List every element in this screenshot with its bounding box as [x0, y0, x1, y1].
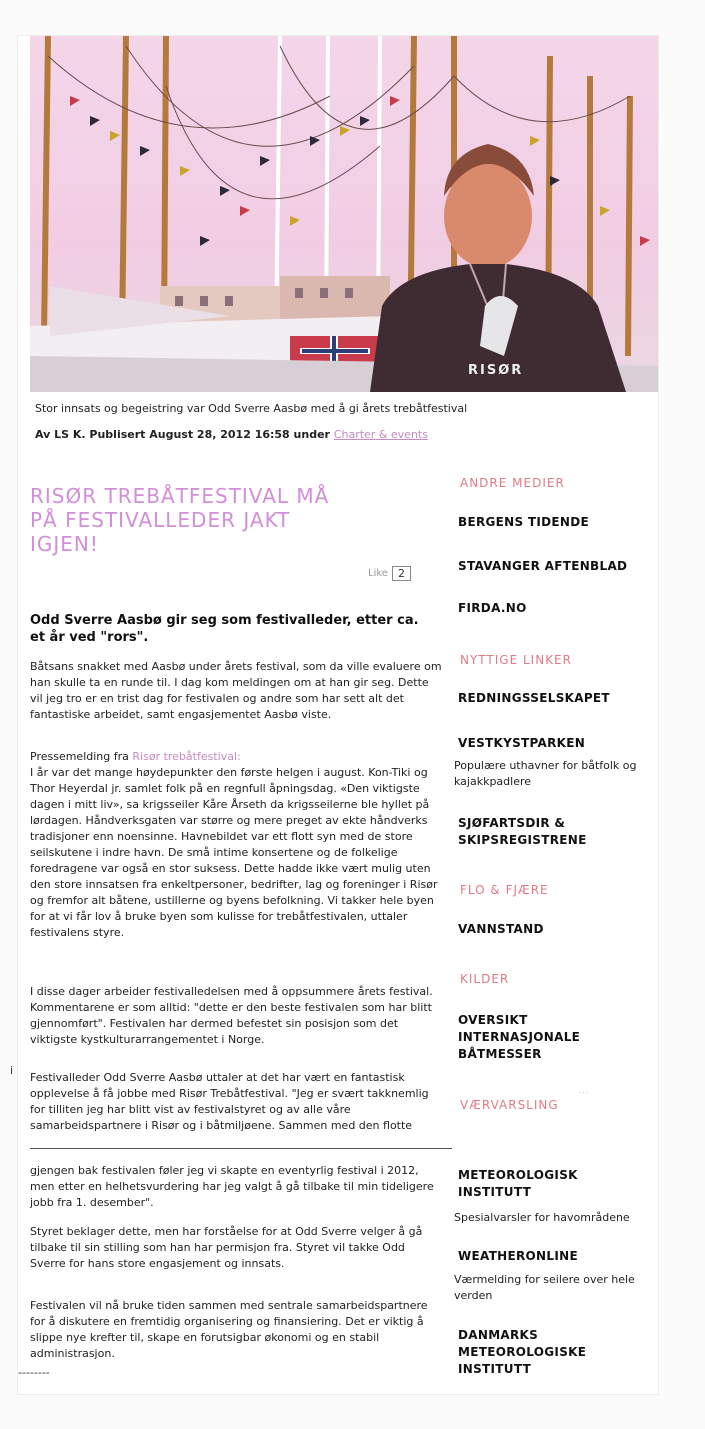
byline [35, 428, 428, 441]
article-paragraph [30, 984, 442, 1048]
end-dashes: -------- [18, 1366, 50, 1379]
paragraph-6: Styret beklager dette, men har forståelse for at Odd Sverre velger å gå tilbake til sin stilling som han har permisjon fra. Styret vil takke Odd Sverre for hans store engasjement og innsats. [30, 1225, 423, 1270]
category-link[interactable]: Charter & events [333, 428, 428, 441]
article-paragraph [30, 1224, 442, 1272]
sidebar-link-meteorologisk-institutt[interactable]: METEOROLOGISK INSTITUTT [458, 1168, 578, 1199]
sidebar-link-bergens-tidende[interactable]: BERGENS TIDENDE [458, 515, 590, 529]
byline-text: Av LS K. Publisert August 28, 2012 16:58 under [35, 428, 330, 441]
article-lead: Odd Sverre Aasbø gir seg som festivalleder, etter ca. et år ved "rors". [30, 613, 419, 645]
sidebar-link-dmi[interactable]: DANMARKS METEOROLOGISKE INSTITUTT [458, 1328, 587, 1376]
festival-link[interactable]: Risør trebåtfestival: [132, 750, 241, 763]
sidebar-heading-andre-medier: ANDRE MEDIER [460, 476, 565, 490]
meteorologisk-description: Spesialvarsler for havområdene [454, 1211, 630, 1224]
article-paragraph [30, 1070, 442, 1134]
margin-mark: i [10, 1064, 14, 1077]
article-headline: RISØR TREBÅTFESTIVAL MÅ PÅ FESTIVALLEDER JAKT IGJEN! [30, 484, 330, 556]
paragraph-7: Festivalen vil nå bruke tiden sammen med sentrale samarbeidspartnere for å diskutere en fremtidig organisering og finansiering. Det er viktig å slippe nye krefter til, skape en forutsigbar økonomi og en stabil administrasjon. [30, 1299, 428, 1360]
festival-photo-illustration [30, 36, 658, 392]
sidebar-link-firda[interactable]: FIRDA.NO [458, 601, 527, 615]
sidebar-link-sjofartsdir[interactable]: SJØFARTSDIR & SKIPSREGISTRENE [458, 816, 587, 847]
bleed-through-text: ⋯ [578, 1086, 589, 1099]
press-line [30, 749, 442, 765]
press-prefix: Pressemelding fra [30, 750, 129, 763]
paragraph-3: I disse dager arbeider festivalledelsen med å oppsummere årets festival. Kommentarene er som alltid: "dette er den beste festivalen som har blitt gjennomført". Festivalen har dermed befestet sin posisjon som det viktigste kystkulturarrangementet i Norge. [30, 985, 433, 1046]
sidebar-link-stavanger-aftenblad[interactable]: STAVANGER AFTENBLAD [458, 559, 628, 573]
paragraph-2: I år var det mange høydepunkter den første helgen i august. Kon-Tiki og Thor Heyerdal jr. samlet folk på en regnfull åpningsdag. «Den viktigste dagen i mitt liv», sa krigsseiler Kåre Årseth da krigsseilerne ble hyllet på lørdagen. Håndverksgaten var større og mere preget av ekte håndverks tradisjoner enn noensinne. Havnebildet var ett flott syn med de store seilskutene i indre havn. De små intime konsertene og de folkelige foredragene var også en stor suksess. Dette hadde ikke vært mulig uten den store innsatsen fra enkeltpersoner, bedrifter, lag og foreninger i Risør og fremfor alt båtene, ustillerne og byens befolkning. Vi takker hele byen for at vi får lov å bruke byen som kulisse for trebåtfestivalen, uttaler festivalens styre. [30, 766, 438, 939]
sidebar-heading-kilder: KILDER [460, 972, 510, 986]
sidebar-heading-vaervarsling: VÆRVARSLING [460, 1098, 559, 1112]
weatheronline-description: Værmelding for seilere over hele verden [454, 1273, 635, 1302]
sidebar-link-vestkystparken[interactable]: VESTKYSTPARKEN [458, 736, 586, 750]
like-widget[interactable] [368, 566, 411, 581]
sidebar-heading-flo-fjaere: FLO & FJÆRE [460, 883, 549, 897]
article-paragraph [30, 1163, 442, 1211]
page-break-rule [30, 1148, 452, 1149]
vestkystparken-description: Populære uthavner for båtfolk og kajakkpadlere [454, 759, 637, 788]
paragraph-4: Festivalleder Odd Sverre Aasbø uttaler at det har vært en fantastisk opplevelse å få jobbe med Risør Trebåtfestival. "Jeg er svært takknemlig for tilliten jeg har blitt vist av festivalstyret og av alle våre samarbeidspartnere i Risør og i båtmiljøene. Sammen med den flotte [30, 1071, 429, 1132]
shirt-text: RISØR [468, 363, 524, 378]
sidebar-link-vannstand[interactable]: VANNSTAND [458, 922, 544, 936]
article-photo [30, 36, 658, 392]
sidebar-link-redningsselskapet[interactable]: REDNINGSSELSKAPET [458, 691, 610, 705]
press-release [30, 749, 442, 941]
paragraph-1: Båtsans snakket med Aasbø under årets festival, som da ville evaluere om han skulle ta en runde til. I dag kom meldingen om at han gir seg. Dette vil jeg tro er en trist dag for festivalen og andre som har sett alt det fantastiske arbeidet, samt engasjementet Aasbø viste. [30, 660, 442, 721]
like-count: 2 [392, 566, 411, 581]
sidebar-link-batmesser[interactable]: OVERSIKT INTERNASJONALE BÅTMESSER [458, 1013, 581, 1061]
sidebar-heading-nyttige-linker: NYTTIGE LINKER [460, 653, 572, 667]
sidebar-link-weatheronline[interactable]: WEATHERONLINE [458, 1249, 578, 1263]
article-paragraph [30, 1298, 442, 1362]
like-label[interactable]: Like [368, 568, 388, 579]
paragraph-5: gjengen bak festivalen føler jeg vi skapte en eventyrlig festival i 2012, men etter en helhetsvurdering har jeg valgt å gå tilbake til min tideligere jobb fra 1. desember". [30, 1164, 434, 1209]
article-paragraph [30, 659, 442, 723]
photo-caption: Stor innsats og begeistring var Odd Sverre Aasbø med å gi årets trebåtfestival [35, 402, 468, 415]
